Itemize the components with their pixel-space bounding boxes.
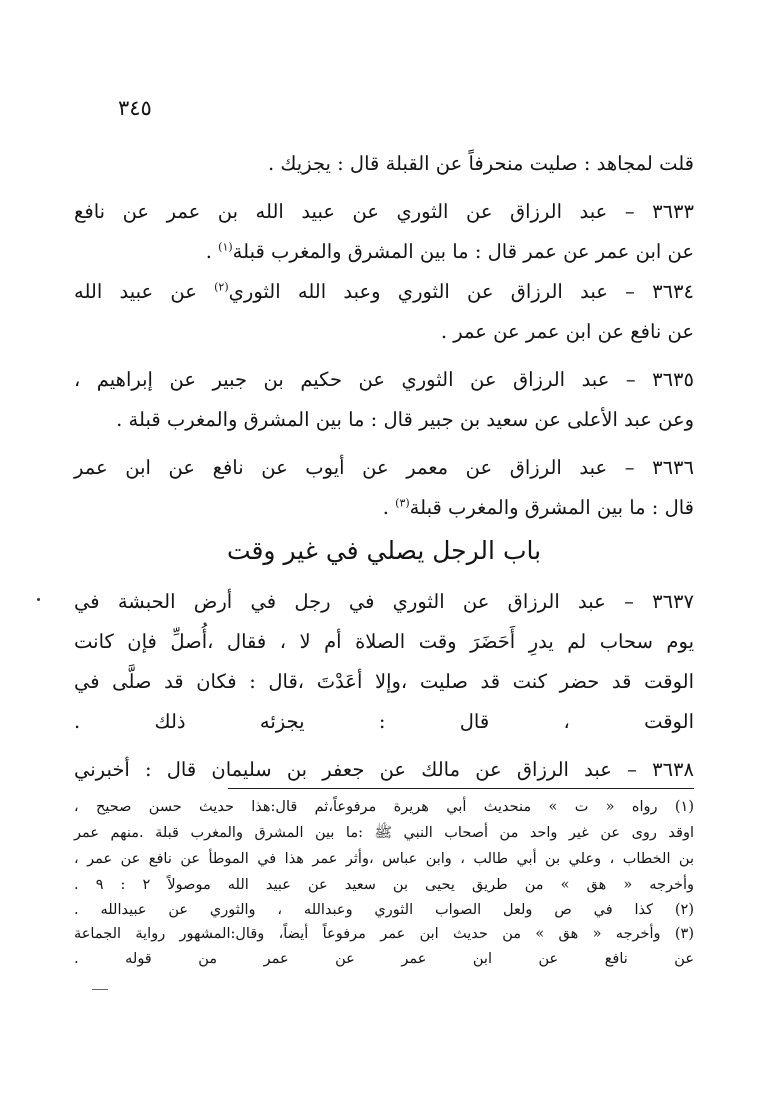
- footnote-text: (٢) كذا في ص ولعل الصواب الثوري وعبدالله ، والثوري عن عبيدالله .: [74, 902, 694, 918]
- hadith-3634-line-2: [74, 312, 694, 352]
- footnote-1-line-3: [74, 846, 694, 872]
- hadith-3633-line-2: [74, 232, 694, 272]
- hadith-3638-line-1: [74, 750, 694, 790]
- scan-speck: [37, 598, 40, 601]
- chapter-text: [74, 582, 694, 790]
- footnote-3-line-1: [74, 922, 694, 946]
- text-content: الوقت ، قال : يجزئه ذلك .: [74, 710, 694, 733]
- footnote-ref-1: (١): [218, 240, 233, 254]
- footnote-1-line-2: [74, 820, 694, 846]
- footnote-text: بن الخطاب ، وعلي بن أبي طالب ، وابن عباس ،وأثر عمر هذا في الموطأ عن نافع عن عمر ،: [74, 851, 694, 867]
- text-content: عن نافع عن ابن عمر عن عمر .: [440, 320, 694, 343]
- text-line: [74, 144, 694, 184]
- text-content: ٣٦٣٥ – عبد الرزاق عن الثوري عن حكيم بن جبير عن إبراهيم ،: [74, 368, 694, 391]
- period: .: [382, 496, 389, 519]
- text-content: ٣٦٣٦ – عبد الرزاق عن معمر عن أيوب عن نافع عن ابن عمر: [74, 456, 694, 479]
- hadith-3637-line-1: [74, 582, 694, 622]
- footnote-text: (٣) وأخرجه « هق » من حديث ابن عمر مرفوعاً أيضاً، وقال:المشهور رواية الجماعة: [74, 926, 694, 942]
- footnote-2: [74, 898, 694, 922]
- hadith-3637-line-3: [74, 662, 694, 702]
- text-content: الوقت قد حضر كنت قد صليت ،وإلا أعَدْتَ ،قال : فكان قد صلَّى في: [74, 670, 694, 693]
- text-content: عن ابن عمر عن عمر قال : ما بين المشرق والمغرب قبلة: [232, 240, 694, 263]
- footnote-text: وأخرجه « هق » من طريق يحيى بن سعيد عن عبيد الله موصولاً ٢ : ٩ .: [74, 877, 695, 893]
- text-content: يوم سحاب لم يدرِ أَحَضَرَ وقت الصلاة أم لا ، فقال ،أُصلِّ فإن كانت: [74, 630, 694, 653]
- footnote-ref-2: (٢): [214, 280, 229, 294]
- period: .: [205, 240, 212, 263]
- text-content: ٣٦٣٣ – عبد الرزاق عن الثوري عن عبيد الله بن عمر عن نافع: [74, 200, 694, 223]
- footnote-3-line-2: [74, 946, 694, 972]
- chapter-title: باب الرجل يصلي في غير وقت: [226, 536, 542, 565]
- text-content: قال : ما بين المشرق والمغرب قبلة: [409, 496, 694, 519]
- hadith-3637-line-2: [74, 622, 694, 662]
- text-content: ٣٦٣٧ – عبد الرزاق عن الثوري في رجل في أرض الحبشة في: [74, 590, 694, 613]
- footnote-ref-3: (٣): [395, 496, 410, 510]
- hadith-3636-line-1: [74, 448, 694, 488]
- text-content: ٣٦٣٤ – عبد الرزاق عن الثوري وعبد الله الثوري: [228, 280, 694, 303]
- hadith-3635-line-1: [74, 360, 694, 400]
- page-number: ٣٤٥: [118, 96, 152, 120]
- footnote-1-line-4: [74, 872, 694, 898]
- text-content: عن عبيد الله: [74, 280, 197, 303]
- main-text: [74, 144, 694, 528]
- footnote-text: (١) رواه « ت » منحديث أبي هريرة مرفوعاً،ثم قال:هذا حديث حسن صحيح ،: [74, 799, 694, 815]
- hadith-3634-line-1: [74, 272, 694, 312]
- footnote-text: عن نافع عن ابن عمر عن عمر من قوله .: [74, 951, 694, 967]
- footnote-1-line-1: [74, 794, 694, 820]
- text-content: قلت لمجاهد : صليت منحرفاً عن القبلة قال : يجزيك .: [267, 152, 694, 175]
- hadith-3635-line-2: [74, 400, 694, 440]
- footnote-divider: [228, 788, 694, 789]
- hadith-3636-line-2: [74, 488, 694, 528]
- hadith-3637-line-4: [74, 702, 694, 742]
- text-content: وعن عبد الأعلى عن سعيد بن جبير قال : ما بين المشرق والمغرب قبلة .: [116, 408, 694, 431]
- footnotes: [74, 794, 694, 972]
- scan-mark: [92, 989, 108, 990]
- hadith-3633-line-1: [74, 192, 694, 232]
- footnote-text: اوقد روى عن غير واحد من أصحاب النبي ﷺ :ما بين المشرق والمغرب قبلة .منهم عمر: [74, 825, 694, 841]
- text-content: ٣٦٣٨ – عبد الرزاق عن مالك عن جعفر بن سليمان قال : أخبرني: [74, 758, 694, 781]
